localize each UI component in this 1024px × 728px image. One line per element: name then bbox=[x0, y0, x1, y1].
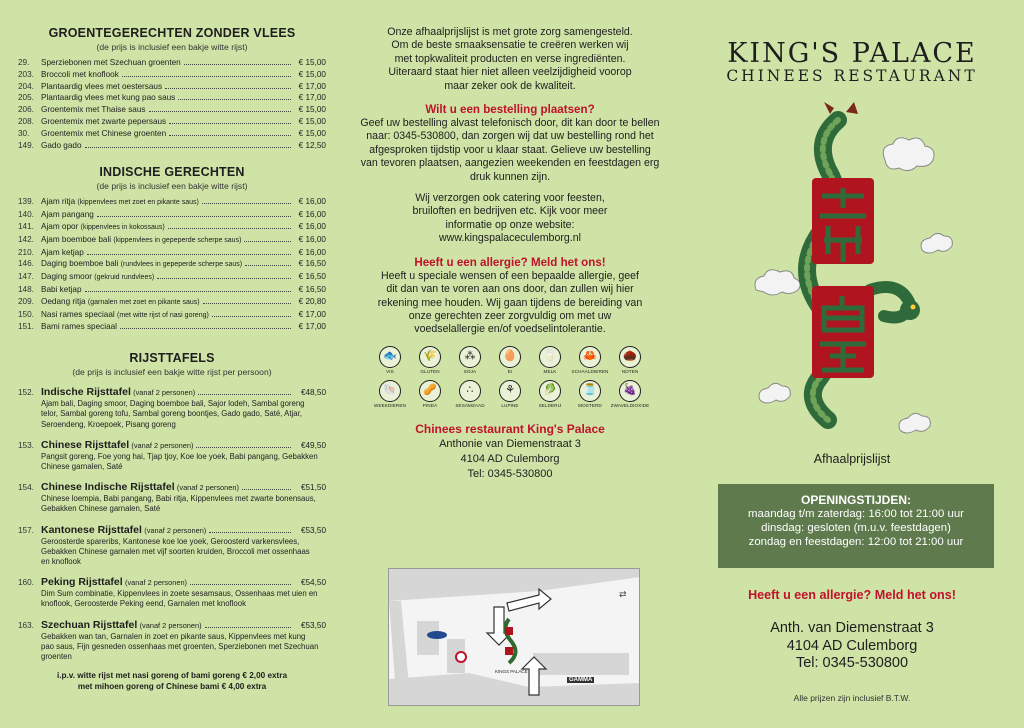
item-description: Chinese loempia, Babi pangang, Babi ritja, Kippenvlees met zwarte bonensaus, Gebakken Chinese garnalen, Saté bbox=[41, 494, 316, 514]
item-price: €54,50 bbox=[300, 578, 326, 588]
item-number: 205. bbox=[18, 93, 34, 103]
item-name-text: Broccoli met knoflook bbox=[41, 69, 119, 79]
allergen-gluten bbox=[413, 346, 447, 374]
allergen-label: EI bbox=[507, 368, 513, 374]
menu-item bbox=[18, 104, 326, 116]
allergen-label: VIS bbox=[386, 368, 394, 374]
allergy-text: Heeft u speciale wensen of een bepaalde allergie, geef dit dan van te voren aan ons door, dan zullen wij hier rekening mee houden. Wij gaan tijdens de bereiding van onze gerechten zeer zorgvuldig om met uw voedselallergie en/of voedselintolerantie. bbox=[377, 269, 643, 336]
item-name-text: Plantaardig vlees met kung pao saus bbox=[41, 93, 176, 103]
dot-leader bbox=[169, 123, 291, 124]
item-number: 210. bbox=[18, 247, 34, 257]
order-text: Geef uw bestelling alvast telefonisch door, dit kan door te bellen naar: 0345-530800, dan zorgen wij dat uw bestelling rond het afgesproken tijdstip voor u klaar staat. Gelieve uw bestelling van tevoren plaatsen, aangezien weekenden en feestdagen erg druk kunnen zijn. bbox=[360, 117, 660, 183]
groente-list bbox=[18, 57, 326, 151]
menu-item bbox=[18, 221, 326, 234]
item-name-text: Sperziebonen met Szechuan groenten bbox=[41, 58, 181, 67]
allergen-selderij bbox=[533, 380, 567, 408]
allergen-label: SOJA bbox=[463, 368, 477, 374]
dot-leader bbox=[205, 627, 291, 628]
item-description: Gebakken wan tan, Garnalen in zoet en pikante saus, Kippenvlees met kung pao saus, Fijn gesneden ossenhaas met groenten, Sperziebonen met Szechuan groenten bbox=[41, 631, 319, 661]
item-note: (vanaf 2 personen) bbox=[124, 578, 188, 588]
allergen-lupine bbox=[493, 380, 527, 408]
allergen-sesamzaad bbox=[453, 380, 487, 408]
item-name bbox=[41, 92, 175, 104]
menu-item bbox=[18, 247, 326, 259]
address-city: 4104 AD Culemborg bbox=[786, 637, 918, 654]
allergy-callout: Heeft u een allergie? Meld het ons! bbox=[748, 588, 956, 602]
contact-name: Chinees restaurant King's Palace bbox=[415, 421, 605, 436]
menu-item bbox=[18, 128, 326, 140]
item-price: € 20,80 bbox=[298, 296, 326, 306]
item-number: 139. bbox=[18, 197, 34, 207]
item-name bbox=[41, 524, 206, 537]
allergen-label: SCHAALDIEREN bbox=[571, 368, 609, 374]
contact-block bbox=[340, 422, 680, 482]
allergen-ei bbox=[493, 346, 527, 374]
item-number: 29. bbox=[18, 58, 30, 67]
item-number: 152. bbox=[18, 388, 34, 398]
menu-item bbox=[18, 196, 326, 209]
menu-item bbox=[18, 321, 326, 333]
item-name bbox=[41, 209, 94, 221]
item-number: 203. bbox=[18, 69, 34, 79]
hours-line: zondag en feestdagen: 12:00 tot 21:00 uur bbox=[748, 536, 964, 548]
menu-item bbox=[18, 116, 326, 128]
item-price: € 16,00 bbox=[298, 247, 326, 257]
item-note: (met witte rijst of nasi goreng) bbox=[117, 311, 209, 319]
rijsttafel-item bbox=[18, 439, 326, 472]
item-name-text: Chinese Indische Rijsttafel bbox=[41, 481, 175, 494]
rice-footnote bbox=[18, 670, 326, 692]
item-note: (gekruid rundvlees) bbox=[94, 274, 155, 282]
item-number: 153. bbox=[18, 440, 34, 450]
brand-name: KING'S PALACE bbox=[727, 38, 977, 69]
contact-city: 4104 AD Culemborg bbox=[460, 452, 560, 465]
item-number: 154. bbox=[18, 483, 34, 493]
dot-leader bbox=[169, 135, 291, 136]
intro-text: Onze afhaalprijslijst is met grote zorg samengesteld. Om de beste smaaksensatie te creëren werken wij met topkwaliteit producten en verse ingrediënten. Uiteraard staat hier niet alleen veelzijdigheid voorop maar zeker ook de kwaliteit. bbox=[387, 26, 633, 92]
celery-icon: 🥬 bbox=[539, 380, 561, 402]
allergen-schaaldieren bbox=[573, 346, 607, 374]
rijsttafel-header bbox=[18, 481, 326, 494]
rijsttafel-item bbox=[18, 386, 326, 430]
rijsttafel-header bbox=[18, 439, 326, 452]
footnote-line: i.p.v. witte rijst met nasi goreng of bami goreng € 2,00 extra bbox=[56, 671, 288, 681]
item-name-text: Oedang ritja bbox=[41, 296, 86, 306]
item-price: € 16,50 bbox=[298, 284, 326, 294]
item-name bbox=[41, 258, 242, 271]
item-price: € 15,00 bbox=[298, 105, 326, 115]
allergen-noten bbox=[613, 346, 647, 374]
item-note: (vanaf 2 personen) bbox=[131, 440, 194, 450]
item-name bbox=[41, 271, 154, 284]
menu-item bbox=[18, 92, 326, 104]
nut-icon: 🌰 bbox=[619, 346, 641, 368]
item-number: 147. bbox=[18, 272, 34, 282]
rijsttafel-list bbox=[18, 386, 326, 662]
item-price: € 15,00 bbox=[298, 116, 326, 126]
rijsttafel-item bbox=[18, 481, 326, 514]
item-number: 30. bbox=[18, 128, 30, 138]
item-name-text: Ajam pangang bbox=[41, 210, 94, 220]
location-map bbox=[388, 568, 640, 706]
item-name-text: Groentemix met Chinese groenten bbox=[41, 128, 167, 138]
item-name-text: Plantaardig vlees met oestersaus bbox=[41, 81, 163, 91]
rijsttafel-item bbox=[18, 524, 326, 568]
item-name bbox=[41, 69, 119, 81]
rijsttafel-item bbox=[18, 576, 326, 609]
rijsttafel-header bbox=[18, 619, 326, 632]
item-price: €53,50 bbox=[300, 525, 326, 535]
item-name-text: Daging boemboe bali bbox=[41, 259, 119, 269]
rijsttafel-header bbox=[18, 576, 326, 589]
item-name-text: Ajam opor bbox=[41, 221, 79, 231]
rijsttafel-item bbox=[18, 619, 326, 663]
item-note: (kippenvlees in kokossaus) bbox=[80, 223, 165, 231]
contact-phone: Tel: 0345-530800 bbox=[467, 467, 553, 480]
info-column bbox=[340, 0, 680, 728]
item-number: 142. bbox=[18, 234, 34, 244]
address-street: Anth. van Diemenstraat 3 bbox=[770, 620, 934, 636]
address-block bbox=[680, 620, 1024, 673]
dot-leader bbox=[85, 291, 291, 292]
dragon-logo-icon bbox=[750, 100, 970, 440]
item-name-text: Groentemix met Thaise saus bbox=[41, 105, 146, 115]
catering-text: Wij verzorgen ook catering voor feesten, bruiloften en bedrijven etc. Kijk voor meer informatie op onze website: www.kingspalaceculemborg.nl bbox=[412, 192, 608, 245]
item-price: € 17,00 bbox=[298, 309, 326, 319]
dot-leader bbox=[209, 532, 291, 533]
footnote-line: met mihoen goreng of Chinese bami € 4,00 extra bbox=[77, 682, 267, 692]
item-description: Ajam bali, Daging smoor, Daging boemboe bali, Sajor lodeh, Sambal goreng telor, Sambal goreng tofu, Sambal goreng boontjes, Gado gado, Saté, Atjar, Seroendeng, Kroepoek, Pisang goreng bbox=[41, 399, 305, 429]
dot-leader bbox=[212, 316, 291, 317]
menu-item bbox=[18, 271, 326, 284]
item-description: Geroosterde spareribs, Kantonese koe loe yoek, Geroosterd varkensvlees, Gebakken Chinese garnalen met vijf soorten kruiden, Broccoli met ossenhaas en knoflook bbox=[41, 536, 310, 566]
item-name bbox=[41, 481, 239, 494]
item-name bbox=[41, 386, 195, 399]
item-number: 149. bbox=[18, 140, 34, 150]
item-price: €53,50 bbox=[300, 620, 326, 630]
item-price: € 16,00 bbox=[298, 210, 326, 220]
item-number: 163. bbox=[18, 620, 34, 630]
section-subtitle: (de prijs is inclusief een bakje witte rijst) bbox=[96, 42, 248, 52]
dot-leader bbox=[87, 254, 291, 255]
allergen-weekdieren bbox=[373, 380, 407, 408]
item-name bbox=[41, 140, 82, 152]
item-name-text: Gado gado bbox=[41, 140, 82, 150]
allergen-melk bbox=[533, 346, 567, 374]
item-name bbox=[41, 247, 84, 259]
menu-item bbox=[18, 57, 326, 69]
item-name bbox=[41, 104, 146, 116]
item-number: 206. bbox=[18, 105, 34, 115]
item-name bbox=[41, 234, 241, 247]
item-description: Dim Sum combinatie, Kippenvlees in zoete sesamsaus, Ossenhaas met uien en knoflook, Geroosterde Peking eend, Garnalen met knoflook bbox=[41, 589, 318, 609]
milk-icon: 🥛 bbox=[539, 346, 561, 368]
item-price: € 17,00 bbox=[298, 322, 326, 332]
menu-item bbox=[18, 284, 326, 296]
item-price: €51,50 bbox=[300, 483, 326, 493]
item-price: € 12,50 bbox=[298, 140, 326, 150]
hours-line: dinsdag: gesloten (m.u.v. feestdagen) bbox=[761, 522, 951, 534]
item-name bbox=[41, 81, 162, 93]
opening-hours-box bbox=[718, 484, 994, 568]
dot-leader bbox=[149, 111, 291, 112]
menu-item bbox=[18, 140, 326, 152]
dot-leader bbox=[120, 328, 291, 329]
lupine-icon: ⚘ bbox=[499, 380, 521, 402]
dot-leader bbox=[245, 265, 291, 266]
item-price: € 15,00 bbox=[298, 58, 326, 67]
item-name bbox=[41, 439, 193, 452]
dot-leader bbox=[203, 303, 291, 304]
svg-text:⇄: ⇄ bbox=[619, 590, 627, 600]
soy-icon: ⁂ bbox=[459, 346, 481, 368]
allergen-label: NOTEN bbox=[621, 368, 639, 374]
vat-note: Alle prijzen zijn inclusief B.T.W. bbox=[793, 693, 911, 703]
allergen-label: SESAMZAAD bbox=[455, 402, 485, 408]
allergen-label: GLUTEN bbox=[420, 368, 440, 374]
peanut-icon: 🥜 bbox=[419, 380, 441, 402]
menu-item bbox=[18, 296, 326, 309]
dot-leader bbox=[122, 76, 291, 77]
egg-icon: 🥚 bbox=[499, 346, 521, 368]
item-number: 140. bbox=[18, 210, 34, 220]
item-name-text: Kantonese Rijsttafel bbox=[41, 523, 142, 536]
address-phone: Tel: 0345-530800 bbox=[795, 655, 909, 671]
dot-leader bbox=[196, 447, 291, 448]
dot-leader bbox=[165, 88, 291, 89]
mustard-icon: 🫙 bbox=[579, 380, 601, 402]
dot-leader bbox=[202, 203, 291, 204]
item-number: 204. bbox=[18, 81, 34, 91]
dot-leader bbox=[97, 216, 291, 217]
allergen-label: ZWAVELDIOXIDE bbox=[610, 402, 650, 408]
item-name-text: Szechuan Rijsttafel bbox=[41, 618, 138, 631]
item-number: 157. bbox=[18, 525, 34, 535]
item-note: (vanaf 2 personen) bbox=[176, 483, 239, 493]
item-number: 208. bbox=[18, 116, 34, 126]
cover-column bbox=[680, 0, 1024, 728]
dot-leader bbox=[157, 278, 291, 279]
fish-icon: 🐟 bbox=[379, 346, 401, 368]
item-note: (rundvlees in gepeperde scherpe saus) bbox=[120, 261, 243, 269]
allergen-zwaveldioxide bbox=[610, 380, 650, 408]
brand-subtitle: CHINEES RESTAURANT bbox=[726, 67, 978, 85]
section-subtitle: (de prijs is inclusief een bakje witte rijst) bbox=[96, 181, 248, 192]
allergen-label: MOSTERD bbox=[578, 402, 602, 408]
dot-leader bbox=[178, 99, 291, 100]
item-name bbox=[41, 57, 181, 69]
allergen-vis bbox=[373, 346, 407, 374]
allergen-pinda bbox=[413, 380, 447, 408]
dot-leader bbox=[198, 394, 291, 395]
item-name bbox=[41, 619, 202, 632]
item-description: Pangsit goreng, Foe yong hai, Tjap tjoy, Koe loe yoek, Babi pangang, Gebakken Chinese garnalen, Saté bbox=[41, 451, 318, 471]
item-price: € 15,00 bbox=[298, 128, 326, 138]
section-subtitle: (de prijs is inclusief een bakje witte rijst per persoon) bbox=[72, 367, 272, 378]
item-note: (garnalen met zoet en pikante saus) bbox=[87, 298, 200, 306]
item-number: 148. bbox=[18, 284, 34, 294]
menu-item bbox=[18, 309, 326, 322]
item-name-text: Babi ketjap bbox=[41, 284, 82, 294]
item-price: € 16,50 bbox=[298, 272, 326, 282]
dot-leader bbox=[85, 147, 291, 148]
mollusc-icon: 🐚 bbox=[379, 380, 401, 402]
sulphite-icon: 🍇 bbox=[619, 380, 641, 402]
allergen-label: MELK bbox=[543, 368, 557, 374]
menu-item bbox=[18, 81, 326, 93]
item-name-text: Indische Rijsttafel bbox=[41, 386, 131, 399]
menu-item bbox=[18, 69, 326, 81]
item-number: 160. bbox=[18, 578, 34, 588]
rijsttafel-header bbox=[18, 524, 326, 537]
section-title-indisch: INDISCHE GERECHTEN bbox=[99, 165, 245, 180]
item-name-text: Daging smoor bbox=[41, 272, 92, 282]
item-price: € 17,00 bbox=[298, 93, 326, 103]
section-title-groente: GROENTEGERECHTEN ZONDER VLEES bbox=[48, 26, 296, 40]
rijsttafel-header bbox=[18, 386, 326, 399]
dot-leader bbox=[184, 64, 291, 65]
item-price: €49,50 bbox=[300, 440, 326, 450]
menu-item bbox=[18, 234, 326, 247]
item-name bbox=[41, 196, 199, 209]
item-name-text: Bami rames speciaal bbox=[41, 322, 117, 332]
item-name bbox=[41, 221, 165, 234]
sesame-icon: ∴ bbox=[459, 380, 481, 402]
item-name-text: Ajam ritja bbox=[41, 197, 76, 207]
item-note: (vanaf 2 personen) bbox=[144, 525, 207, 535]
hours-title: OPENINGSTIJDEN: bbox=[800, 493, 911, 507]
menu-item bbox=[18, 258, 326, 271]
item-name-text: Nasi rames speciaal bbox=[41, 309, 115, 319]
item-name bbox=[41, 576, 187, 589]
item-name bbox=[41, 116, 166, 128]
hours-line: maandag t/m zaterdag: 16:00 tot 21:00 uur bbox=[748, 508, 964, 520]
dot-leader bbox=[168, 228, 291, 229]
item-price: € 16,00 bbox=[298, 234, 326, 244]
item-number: 146. bbox=[18, 259, 34, 269]
dot-leader bbox=[190, 584, 291, 585]
item-note: (kippenvlees met zoet en pikante saus) bbox=[77, 199, 199, 207]
allergy-heading: Heeft u een allergie? Meld het ons! bbox=[414, 255, 606, 269]
map-label-restaurant: KINGS PALACE bbox=[495, 669, 528, 674]
menu-item bbox=[18, 209, 326, 221]
order-heading: Wilt u een bestelling plaatsen? bbox=[425, 103, 595, 117]
item-name bbox=[41, 296, 200, 309]
allergen-label: LUPINE bbox=[501, 402, 519, 408]
item-name-text: Chinese Rijsttafel bbox=[41, 438, 130, 451]
item-name-text: Ajam boemboe bali bbox=[41, 234, 112, 244]
allergen-mosterd bbox=[573, 380, 607, 408]
item-name-text: Groentemix met zwarte pepersaus bbox=[41, 116, 167, 126]
allergen-label: SELDERIJ bbox=[538, 402, 562, 408]
item-price: € 16,50 bbox=[298, 259, 326, 269]
item-price: €48,50 bbox=[300, 388, 326, 398]
allergen-label: WEEKDIEREN bbox=[374, 402, 406, 408]
wheat-icon: 🌾 bbox=[419, 346, 441, 368]
item-note: (kippenvlees in gepeperde scherpe saus) bbox=[113, 236, 242, 244]
item-name bbox=[41, 284, 82, 296]
item-number: 151. bbox=[18, 322, 34, 332]
item-name bbox=[41, 128, 166, 140]
item-note: (vanaf 2 personen) bbox=[139, 620, 202, 630]
item-name bbox=[41, 309, 209, 322]
contact-street: Anthonie van Diemenstraat 3 bbox=[439, 437, 581, 450]
menu-column bbox=[0, 0, 340, 728]
item-name-text: Ajam ketjap bbox=[41, 247, 84, 257]
allergen-grid bbox=[340, 346, 680, 408]
item-number: 141. bbox=[18, 221, 34, 231]
crab-icon: 🦀 bbox=[579, 346, 601, 368]
takeaway-label: Afhaalprijslijst bbox=[813, 452, 891, 466]
item-number: 209. bbox=[18, 296, 34, 306]
dot-leader bbox=[244, 241, 291, 242]
item-name-text: Peking Rijsttafel bbox=[41, 576, 123, 589]
item-price: € 15,00 bbox=[298, 69, 326, 79]
dot-leader bbox=[242, 489, 291, 490]
item-number: 150. bbox=[18, 309, 34, 319]
item-price: € 16,00 bbox=[298, 197, 326, 207]
item-name bbox=[41, 321, 117, 333]
item-note: (vanaf 2 personen) bbox=[133, 388, 196, 398]
indisch-list bbox=[18, 196, 326, 333]
map-label-gamma: GAMMA bbox=[569, 677, 593, 683]
map-graphic bbox=[389, 569, 640, 706]
allergen-label: PINDA bbox=[422, 402, 438, 408]
allergen-soja bbox=[453, 346, 487, 374]
item-price: € 17,00 bbox=[298, 81, 326, 91]
section-title-rijsttafels: RIJSTTAFELS bbox=[129, 351, 215, 366]
item-price: € 16,00 bbox=[298, 221, 326, 231]
